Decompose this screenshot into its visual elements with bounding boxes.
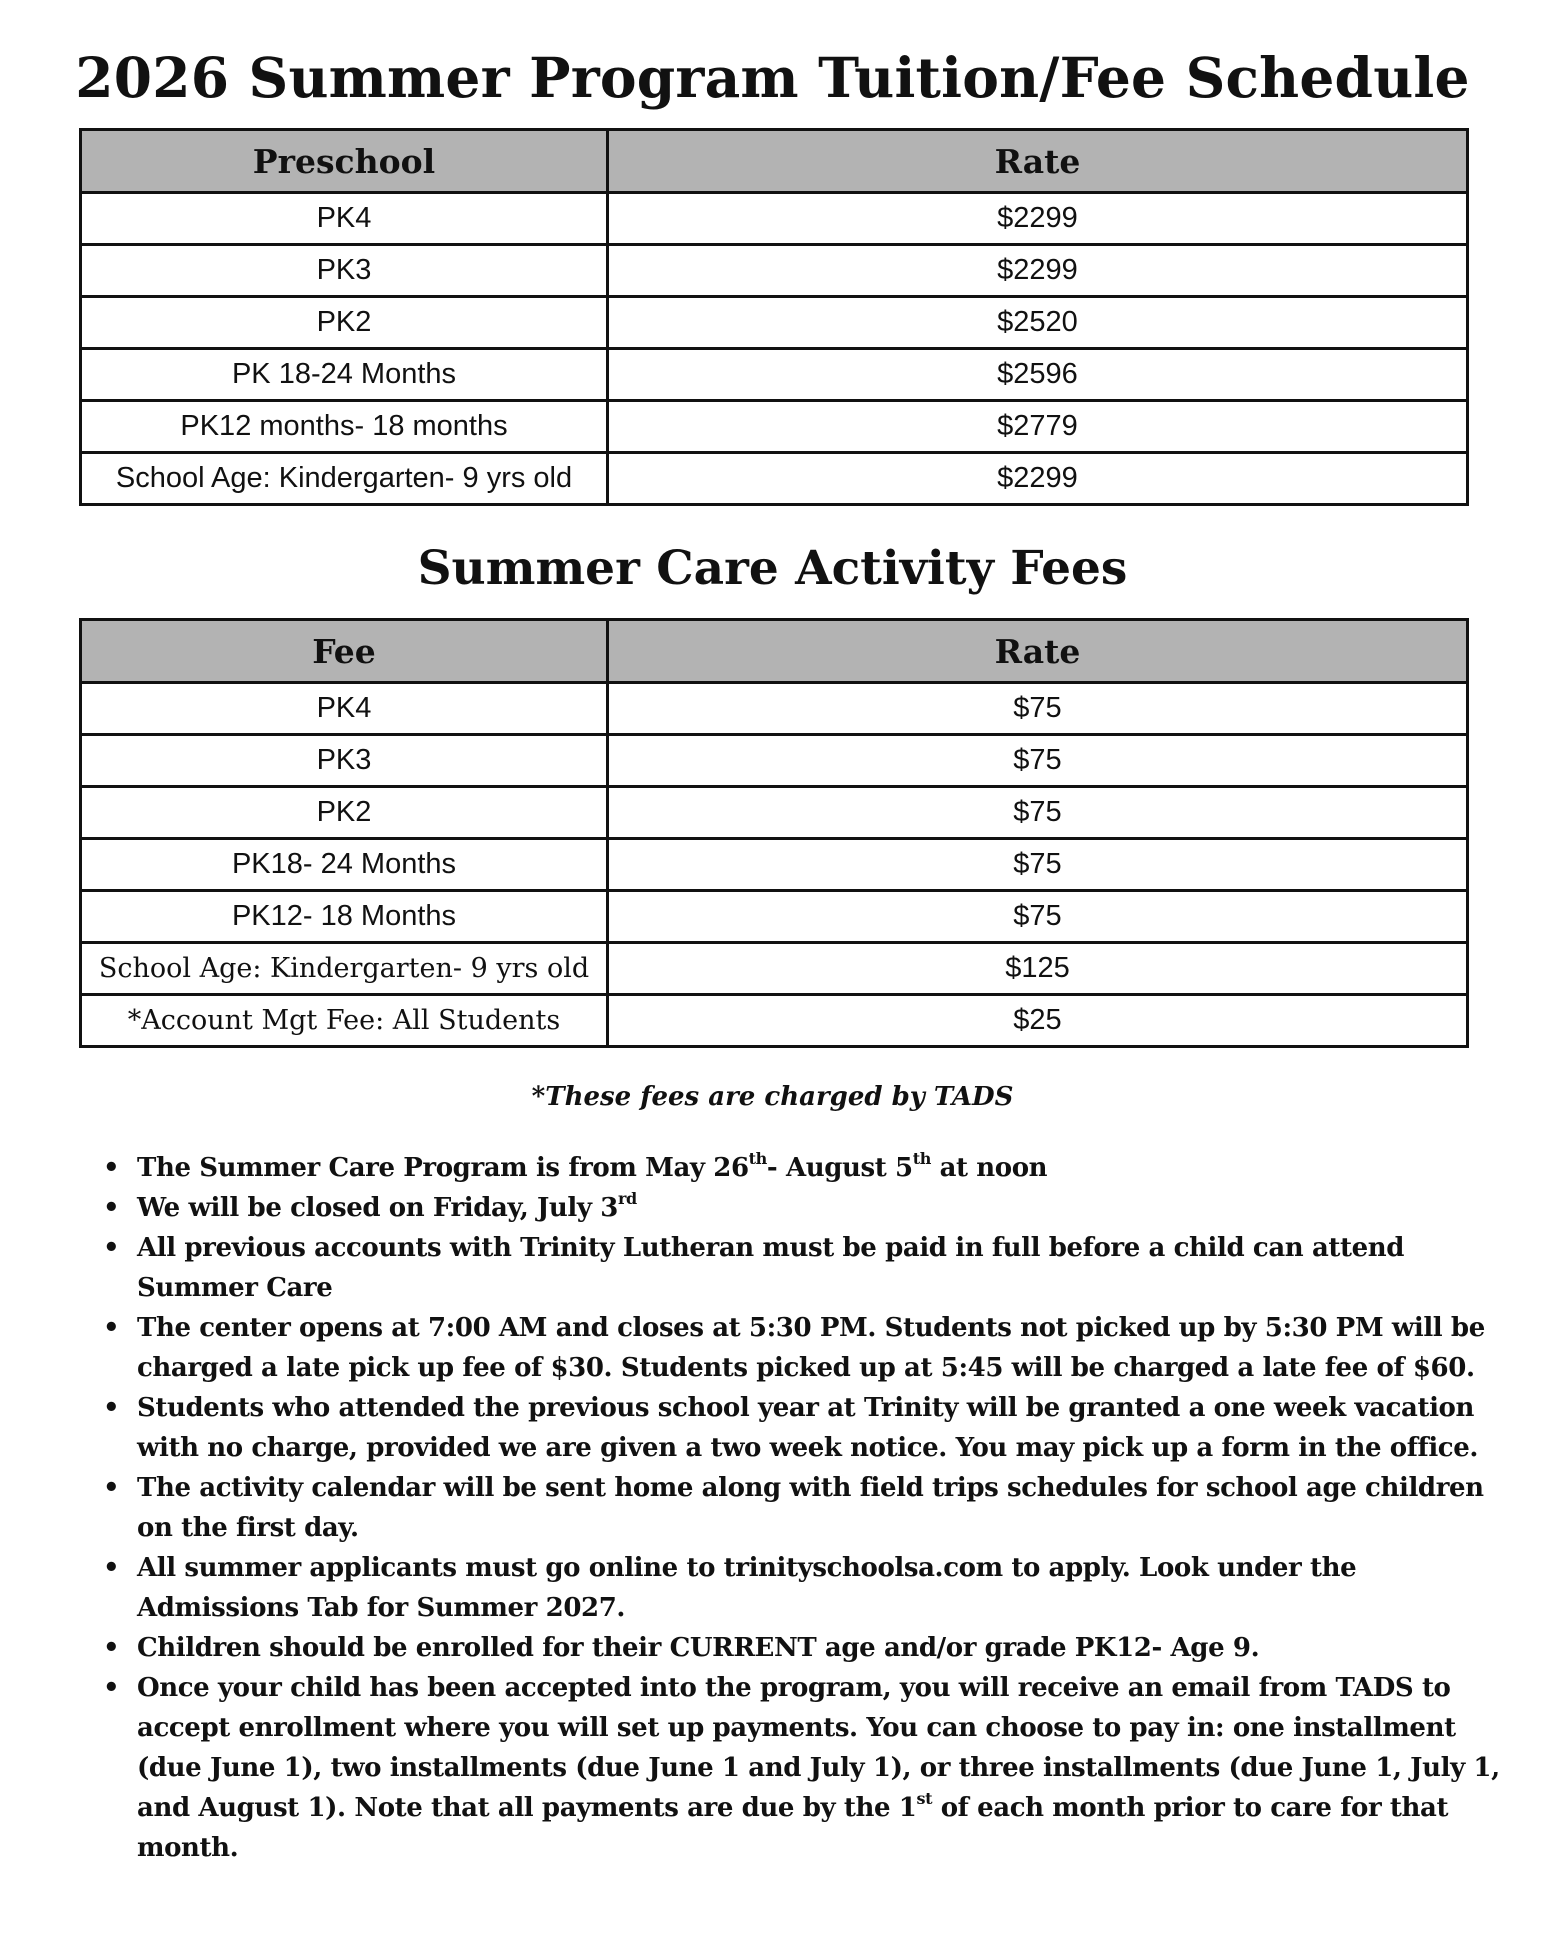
rule-text: Children should be enrolled for their CURRENT age and/or grade PK12- Age 9. (137, 1633, 1260, 1663)
program-cell: PK 18-24 Months (81, 349, 608, 401)
rule-superscript: rd (617, 1189, 637, 1208)
table-row (81, 349, 1468, 401)
rate-cell: $2779 (608, 401, 1468, 453)
rate-cell: $75 (608, 683, 1468, 735)
program-cell: PK3 (81, 245, 608, 297)
table-row (81, 839, 1468, 891)
list-item (103, 1388, 1517, 1468)
list-item (103, 1468, 1517, 1548)
bullet-icon: • (103, 1553, 120, 1583)
program-cell: School Age: Kindergarten- 9 yrs old (81, 453, 608, 505)
rule-text: The center opens at 7:00 AM and closes at 5:30 PM. Students not picked up by 5:30 PM will be charged a late pick up fee of $30. Students picked up at 5:45 will be charged a late fee of $60. (137, 1313, 1485, 1383)
column-header-preschool: Preschool (81, 130, 608, 193)
rate-cell: $75 (608, 839, 1468, 891)
column-header-fee: Fee (81, 620, 608, 683)
tuition-table (79, 128, 1469, 506)
rule-text: Once your child has been accepted into the program, you will receive an email from TADS to accept enrollment where you will set up payments. You can choose to pay in: one installment (due June 1), two installments (due June 1 and July 1), or three installments (due June 1, July 1, and August 1). Note that all payments are due by the 1 (137, 1673, 1500, 1823)
list-item (103, 1548, 1517, 1628)
list-item (103, 1188, 1517, 1228)
bullet-icon: • (103, 1313, 120, 1343)
bullet-icon: • (103, 1233, 120, 1263)
table-row (81, 193, 1468, 245)
bullet-icon: • (103, 1193, 120, 1223)
list-item (103, 1668, 1517, 1868)
fee-cell: PK3 (81, 735, 608, 787)
table-row (81, 401, 1468, 453)
fee-cell: *Account Mgt Fee: All Students (81, 995, 608, 1047)
program-cell: PK12 months- 18 months (81, 401, 608, 453)
table-row (81, 735, 1468, 787)
fee-cell: PK2 (81, 787, 608, 839)
rule-superscript: th (748, 1149, 767, 1168)
table-header-row (81, 130, 1468, 193)
rule-text: The Summer Care Program is from May 26 (137, 1153, 749, 1183)
program-cell: PK2 (81, 297, 608, 349)
table-row (81, 683, 1468, 735)
fee-cell: PK18- 24 Months (81, 839, 608, 891)
rate-cell: $125 (608, 943, 1468, 995)
activity-fees-title: Summer Care Activity Fees (417, 541, 1128, 596)
rule-text: Students who attended the previous school year at Trinity will be granted a one week vacation with no charge, provided we are given a two week notice. You may pick up a form in the office. (137, 1393, 1479, 1463)
list-item (103, 1148, 1517, 1188)
list-item (103, 1308, 1517, 1388)
table-row (81, 245, 1468, 297)
rate-cell: $2520 (608, 297, 1468, 349)
bullet-icon: • (103, 1673, 120, 1703)
rate-cell: $2596 (608, 349, 1468, 401)
rule-text: All previous accounts with Trinity Lutheran must be paid in full before a child can attend Summer Care (137, 1233, 1405, 1303)
rule-text: - August 5 (766, 1153, 913, 1183)
page-title: 2026 Summer Program Tuition/Fee Schedule (75, 45, 1470, 110)
rate-cell: $2299 (608, 245, 1468, 297)
list-item (103, 1628, 1517, 1668)
column-header-rate: Rate (608, 130, 1468, 193)
fee-note: *These fees are charged by TADS (531, 1082, 1014, 1112)
rule-text: We will be closed on Friday, July 3 (137, 1193, 618, 1223)
column-header-rate: Rate (608, 620, 1468, 683)
table-row (81, 787, 1468, 839)
activity-fees-table (79, 618, 1469, 1048)
table-row (81, 891, 1468, 943)
rate-cell: $2299 (608, 193, 1468, 245)
rate-cell: $75 (608, 735, 1468, 787)
rule-text: at noon (930, 1153, 1048, 1183)
rate-cell: $75 (608, 787, 1468, 839)
bullet-icon: • (103, 1153, 120, 1183)
fee-cell: PK4 (81, 683, 608, 735)
fee-cell: PK12- 18 Months (81, 891, 608, 943)
bullet-icon: • (103, 1393, 120, 1423)
rule-text: All summer applicants must go online to trinityschoolsa.com to apply. Look under the Admissions Tab for Summer 2027. (137, 1553, 1357, 1623)
list-item (103, 1228, 1517, 1308)
rate-cell: $2299 (608, 453, 1468, 505)
table-row (81, 995, 1468, 1047)
program-rules-list (100, 1148, 1517, 1868)
bullet-icon: • (103, 1633, 120, 1663)
rule-text: The activity calendar will be sent home along with field trips schedules for school age children on the first day. (137, 1473, 1484, 1543)
table-row (81, 297, 1468, 349)
rule-superscript: st (916, 1789, 933, 1808)
rate-cell: $75 (608, 891, 1468, 943)
fee-cell: School Age: Kindergarten- 9 yrs old (81, 943, 608, 995)
table-header-row (81, 620, 1468, 683)
table-row (81, 453, 1468, 505)
rate-cell: $25 (608, 995, 1468, 1047)
rule-text: of each month prior to care for that month. (137, 1793, 1449, 1863)
rule-superscript: th (912, 1149, 931, 1168)
bullet-icon: • (103, 1473, 120, 1503)
program-cell: PK4 (81, 193, 608, 245)
table-row (81, 943, 1468, 995)
